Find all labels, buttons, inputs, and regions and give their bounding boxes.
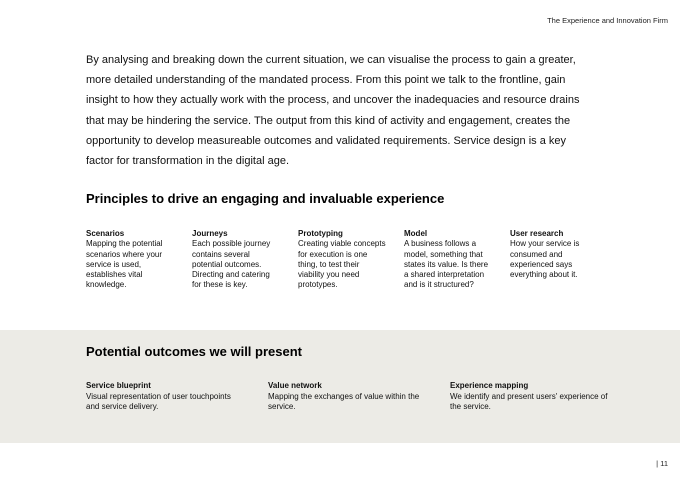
principle-title: Prototyping (298, 229, 343, 238)
page-number: | 11 (656, 459, 668, 468)
principle-description: A business follows a model, something that states its value. Is there a shared interpretation and is it structured? (404, 239, 489, 290)
principle-description: Each possible journey contains several potential outcomes. Directing and catering for these is key. (192, 239, 271, 290)
outcome-title: Experience mapping (450, 381, 529, 390)
principle-title: Model (404, 229, 428, 238)
principle-journeys (192, 229, 298, 291)
outcome-description: We identify and present users' experience of the service. (450, 391, 608, 411)
outcome-title: Service blueprint (86, 381, 151, 390)
firm-name-header: The Experience and Innovation Firm (547, 16, 668, 25)
outcome-value-network (268, 381, 450, 413)
outcome-service-blueprint (86, 381, 268, 413)
principle-title: Journeys (192, 229, 228, 238)
principles-heading: Principles to drive an engaging and invaluable experience (86, 191, 445, 206)
principle-description: How your service is consumed and experienced says everything about it. (510, 239, 580, 280)
outcome-title: Value network (268, 381, 322, 390)
outcomes-section (0, 330, 680, 443)
intro-paragraph: By analysing and breaking down the current situation, we can visualise the process to gain a greater, more detailed understanding of the mandated process. From this point we talk to the frontline, gain insight to how they actually work with the process, and uncover the inadequacies and resource drains that may be hindering the service. The output from this kind of activity and engagement, creates the opportunity to develop measureable outcomes and validated requirements. Service design is a key factor for transformation in the digital age. (86, 54, 580, 168)
outcome-description: Visual representation of user touchpoints and service delivery. (86, 391, 231, 411)
principle-model (404, 229, 510, 291)
outcomes-list (86, 381, 632, 413)
principle-scenarios (86, 229, 192, 291)
principle-title: User research (510, 229, 564, 238)
outcome-description: Mapping the exchanges of value within the service. (268, 391, 420, 411)
principles-list (86, 229, 626, 291)
principle-description: Mapping the potential scenarios where your service is used, establishes vital knowledge. (86, 239, 163, 290)
principle-user-research (510, 229, 616, 291)
outcomes-heading: Potential outcomes we will present (86, 344, 302, 359)
outcome-experience-mapping (450, 381, 632, 413)
principle-prototyping (298, 229, 404, 291)
principle-description: Creating viable concepts for execution is one thing, to test their viability you need prototypes. (298, 239, 386, 290)
principle-title: Scenarios (86, 229, 125, 238)
